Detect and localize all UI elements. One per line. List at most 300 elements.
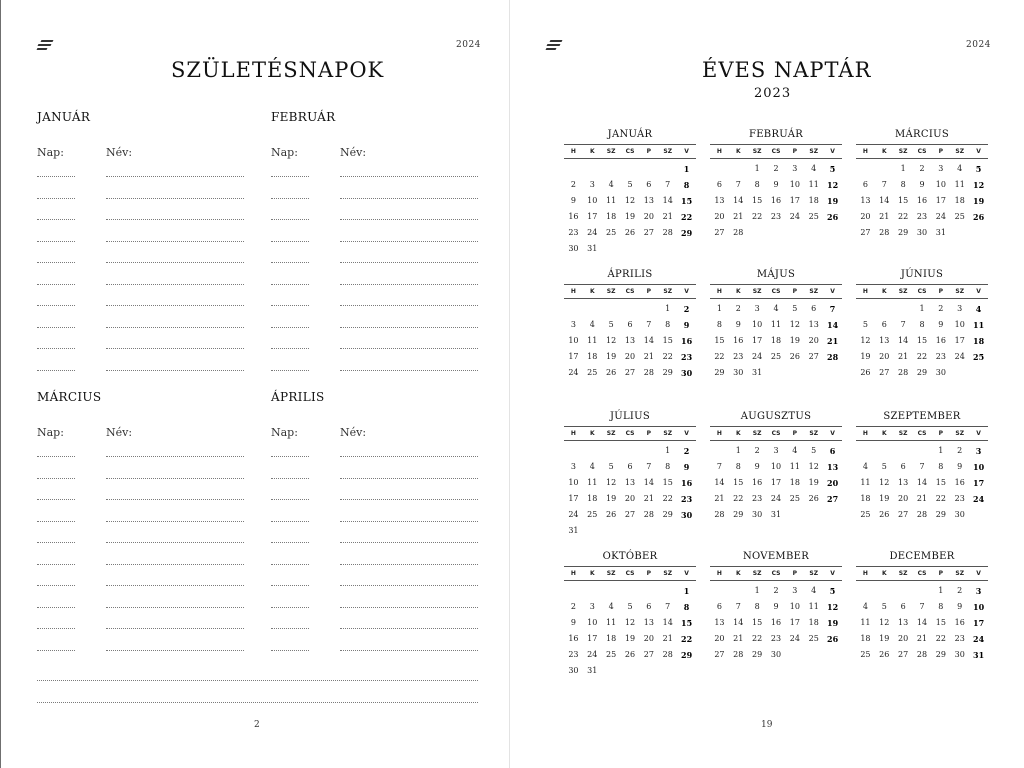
weekday-label: SZ	[809, 430, 819, 437]
day-cell: 13	[898, 478, 909, 487]
weekday-label: P	[646, 570, 652, 577]
day-cell: 23	[954, 494, 965, 503]
day-cell: 10	[935, 180, 946, 189]
day-cell: 27	[898, 650, 909, 659]
write-line	[106, 327, 244, 328]
day-cell: 22	[662, 352, 673, 361]
day-cell: 20	[714, 634, 725, 643]
day-cell: 7	[735, 180, 741, 189]
weekday-label: H	[570, 148, 576, 155]
day-cell: 17	[973, 618, 985, 628]
day-cell: 13	[827, 462, 839, 472]
day-cell: 7	[646, 320, 652, 329]
month-calendar	[856, 268, 988, 381]
day-cell: 15	[662, 336, 673, 345]
weekday-label: SZ	[898, 570, 908, 577]
weekday-label: V	[976, 148, 981, 155]
page-number: 2	[254, 720, 260, 730]
day-cell: 4	[589, 320, 595, 329]
day-cell: 30	[954, 510, 965, 519]
weekday-label: H	[862, 430, 868, 437]
day-cell: 26	[789, 352, 800, 361]
day-cell: 20	[879, 352, 890, 361]
day-cell: 23	[752, 494, 763, 503]
day-cell: 10	[587, 196, 598, 205]
day-cell: 22	[714, 352, 725, 361]
day-cell: 4	[792, 446, 798, 455]
day-cell: 6	[716, 602, 722, 611]
day-cell: 10	[770, 462, 782, 471]
write-line	[340, 262, 478, 263]
day-cell: 5	[881, 602, 887, 611]
day-cell: 28	[662, 228, 673, 237]
write-line	[37, 284, 75, 285]
day-cell: 22	[935, 634, 946, 643]
day-cell: 4	[811, 586, 817, 595]
weekday-label: P	[646, 288, 652, 295]
empty-day	[621, 583, 640, 599]
day-cell: 14	[916, 618, 928, 627]
day-cell: 7	[646, 462, 652, 471]
day-cell: 22	[752, 634, 763, 643]
day-cell: 3	[792, 586, 798, 595]
weekday-header	[564, 144, 696, 159]
write-line	[106, 478, 244, 479]
day-cell: 27	[808, 352, 819, 361]
day-cell: 20	[827, 478, 839, 488]
write-line	[37, 262, 75, 263]
day-cell: 28	[916, 510, 928, 519]
write-line	[340, 456, 478, 457]
month-calendar	[856, 128, 988, 241]
empty-day	[583, 583, 602, 599]
day-cell: 8	[938, 462, 944, 471]
day-cell: 23	[770, 212, 782, 221]
brand-logo-icon	[546, 40, 564, 52]
day-cell: 9	[773, 602, 779, 611]
weekday-label: P	[938, 148, 944, 155]
write-line	[271, 327, 309, 328]
day-cell: 6	[627, 320, 633, 329]
write-line	[106, 650, 244, 651]
weekday-label: P	[938, 430, 944, 437]
day-cell: 19	[860, 352, 871, 361]
nap-label: Nap:	[37, 146, 64, 159]
day-cell: 15	[733, 478, 744, 487]
month-name: OKTÓBER	[602, 551, 658, 562]
day-cell: 19	[879, 494, 890, 503]
day-cell: 18	[587, 494, 598, 503]
day-cell: 2	[938, 304, 944, 313]
weekday-label: P	[792, 148, 798, 155]
day-cell: 16	[733, 336, 744, 345]
weekday-label: K	[589, 148, 595, 155]
write-line	[106, 628, 244, 629]
write-line	[340, 585, 478, 586]
day-cell: 23	[733, 352, 744, 361]
day-cell: 1	[665, 446, 671, 455]
day-cell: 15	[935, 478, 946, 487]
weekday-label: H	[862, 288, 868, 295]
weekday-label: SZ	[898, 430, 908, 437]
day-cell: 29	[733, 510, 744, 519]
weekday-label: P	[938, 288, 944, 295]
day-cell: 18	[973, 336, 985, 346]
weekday-label: K	[589, 570, 595, 577]
weekday-label: K	[881, 288, 887, 295]
day-cell: 3	[975, 446, 982, 456]
write-line	[37, 241, 75, 242]
section-month-aprilis: ÁPRILIS	[271, 390, 325, 404]
day-cell: 5	[811, 446, 817, 455]
weekday-label: P	[792, 570, 798, 577]
day-cell: 27	[898, 510, 909, 519]
day-cell: 26	[860, 368, 871, 377]
weekday-label: V	[830, 570, 835, 577]
write-line	[37, 585, 75, 586]
day-cell: 26	[606, 368, 617, 377]
day-cell: 9	[957, 462, 963, 471]
day-cell: 8	[938, 602, 944, 611]
month-calendar	[856, 550, 988, 663]
weekday-label: SZ	[955, 570, 965, 577]
day-cell: 15	[916, 336, 928, 345]
write-line	[271, 564, 309, 565]
weekday-label: SZ	[752, 148, 762, 155]
weekday-label: H	[716, 288, 722, 295]
day-cell: 26	[827, 212, 839, 222]
day-cell: 8	[716, 320, 722, 329]
write-line	[37, 607, 75, 608]
section-month-januar: JANUÁR	[37, 110, 91, 124]
day-cell: 4	[862, 602, 868, 611]
empty-day	[875, 583, 894, 599]
write-line	[37, 327, 75, 328]
weekday-label: V	[830, 430, 835, 437]
day-cell: 17	[954, 336, 965, 345]
empty-day	[621, 301, 640, 317]
weekday-header	[564, 284, 696, 299]
day-cell: 30	[568, 666, 579, 675]
day-cell: 11	[954, 180, 965, 189]
day-cell: 21	[643, 494, 654, 503]
weekday-label: SZ	[809, 570, 819, 577]
day-cell: 8	[665, 462, 671, 471]
day-cell: 23	[681, 494, 693, 504]
day-cell: 19	[606, 352, 617, 361]
weekday-label: SZ	[752, 430, 762, 437]
weekday-label: SZ	[809, 288, 819, 295]
day-cell: 2	[773, 164, 779, 173]
write-line	[106, 219, 244, 220]
weekday-label: H	[862, 570, 868, 577]
month-calendar	[564, 410, 696, 539]
day-cell: 16	[954, 618, 965, 627]
day-grid	[856, 161, 988, 241]
day-cell: 7	[919, 602, 925, 611]
write-line-wide	[37, 702, 478, 703]
day-cell: 28	[916, 650, 928, 659]
weekday-label: SZ	[955, 430, 965, 437]
day-cell: 11	[606, 196, 617, 205]
day-cell: 12	[606, 336, 617, 345]
day-cell: 1	[754, 164, 760, 173]
write-line	[271, 284, 309, 285]
day-cell: 25	[808, 634, 819, 643]
day-cell: 9	[957, 602, 963, 611]
day-cell: 25	[860, 650, 871, 659]
day-cell: 20	[808, 336, 819, 345]
month-name: DECEMBER	[889, 551, 955, 562]
day-cell: 15	[752, 618, 763, 627]
write-line	[340, 607, 478, 608]
write-line	[271, 348, 309, 349]
day-cell: 31	[587, 244, 598, 253]
day-cell: 26	[624, 228, 636, 237]
weekday-label: CS	[625, 148, 635, 155]
weekday-label: V	[976, 288, 981, 295]
day-cell: 24	[973, 494, 985, 504]
day-cell: 21	[916, 494, 928, 503]
write-line	[340, 176, 478, 177]
day-cell: 13	[624, 336, 636, 345]
weekday-label: CS	[625, 288, 635, 295]
nap-label: Nap:	[271, 426, 298, 439]
day-cell: 3	[975, 586, 982, 596]
empty-day	[564, 161, 583, 177]
day-cell: 30	[681, 510, 693, 520]
day-cell: 5	[627, 602, 633, 611]
write-line	[106, 564, 244, 565]
day-cell: 18	[606, 212, 617, 221]
day-cell: 13	[714, 196, 725, 205]
write-line	[106, 284, 244, 285]
weekday-label: CS	[917, 570, 927, 577]
write-line	[340, 241, 478, 242]
write-line	[271, 499, 309, 500]
day-cell: 22	[752, 212, 763, 221]
day-cell: 2	[570, 180, 576, 189]
day-cell: 2	[957, 586, 963, 595]
weekday-header	[856, 426, 988, 441]
day-cell: 10	[587, 618, 598, 627]
day-cell: 6	[627, 462, 633, 471]
day-cell: 29	[662, 510, 673, 519]
weekday-label: CS	[625, 570, 635, 577]
day-cell: 17	[770, 478, 782, 487]
day-cell: 31	[568, 526, 579, 535]
write-line	[37, 198, 75, 199]
day-grid	[856, 443, 988, 523]
day-cell: 28	[733, 228, 744, 237]
day-cell: 19	[624, 634, 636, 643]
write-line	[271, 176, 309, 177]
month-name: NOVEMBER	[742, 551, 810, 562]
weekday-header	[856, 284, 988, 299]
weekday-label: K	[735, 288, 741, 295]
day-cell: 3	[589, 602, 595, 611]
write-line	[271, 456, 309, 457]
write-line	[37, 176, 75, 177]
write-line	[106, 585, 244, 586]
section-month-marcius: MÁRCIUS	[37, 390, 102, 404]
day-cell: 15	[752, 196, 763, 205]
day-cell: 25	[860, 510, 871, 519]
day-cell: 1	[683, 164, 690, 174]
write-line	[340, 564, 478, 565]
write-line	[37, 542, 75, 543]
day-cell: 11	[587, 336, 598, 345]
empty-day	[658, 583, 677, 599]
empty-day	[602, 161, 621, 177]
day-cell: 16	[568, 212, 579, 221]
day-cell: 14	[643, 478, 654, 487]
empty-day	[856, 161, 875, 177]
write-line	[271, 650, 309, 651]
day-cell: 19	[827, 618, 839, 628]
day-cell: 29	[681, 650, 693, 660]
write-line	[37, 564, 75, 565]
empty-day	[583, 443, 602, 459]
day-cell: 23	[568, 228, 579, 237]
empty-day	[894, 301, 913, 317]
brand-logo-icon	[37, 40, 55, 52]
day-cell: 24	[789, 634, 800, 643]
day-cell: 25	[808, 212, 819, 221]
day-cell: 12	[827, 180, 839, 190]
day-cell: 28	[898, 368, 909, 377]
nev-label: Név:	[340, 146, 367, 159]
weekday-header	[564, 566, 696, 581]
day-cell: 1	[735, 446, 741, 455]
day-cell: 4	[862, 462, 868, 471]
weekday-label: K	[589, 288, 595, 295]
empty-day	[856, 443, 875, 459]
day-cell: 25	[606, 650, 617, 659]
empty-day	[894, 583, 913, 599]
empty-day	[564, 443, 583, 459]
weekday-label: V	[830, 288, 835, 295]
day-cell: 14	[643, 336, 654, 345]
day-cell: 30	[954, 650, 965, 659]
day-cell: 21	[733, 212, 744, 221]
day-cell: 21	[662, 634, 673, 643]
day-grid	[564, 161, 696, 257]
write-line	[340, 628, 478, 629]
weekday-label: V	[684, 430, 689, 437]
day-cell: 16	[752, 478, 763, 487]
nap-label: Nap:	[37, 426, 64, 439]
weekday-label: P	[646, 430, 652, 437]
day-cell: 21	[714, 494, 725, 503]
day-cell: 26	[808, 494, 819, 503]
day-cell: 4	[608, 180, 614, 189]
write-line	[106, 348, 244, 349]
day-cell: 29	[681, 228, 693, 238]
day-cell: 4	[811, 164, 817, 173]
day-cell: 4	[608, 602, 614, 611]
write-line	[340, 478, 478, 479]
weekday-label: H	[862, 148, 868, 155]
weekday-label: H	[570, 570, 576, 577]
write-line	[271, 198, 309, 199]
day-cell: 30	[770, 650, 782, 659]
day-cell: 2	[773, 586, 779, 595]
weekday-label: H	[716, 570, 722, 577]
section-month-februar: FEBRUÁR	[271, 110, 336, 124]
day-cell: 5	[608, 462, 614, 471]
weekday-header	[856, 144, 988, 159]
day-cell: 27	[860, 228, 871, 237]
write-line	[106, 176, 244, 177]
day-cell: 12	[624, 196, 636, 205]
empty-day	[621, 443, 640, 459]
weekday-label: H	[570, 430, 576, 437]
write-line	[271, 628, 309, 629]
empty-day	[913, 443, 932, 459]
day-grid	[710, 301, 842, 381]
day-cell: 17	[973, 478, 985, 488]
day-cell: 2	[683, 304, 690, 314]
day-cell: 11	[808, 602, 819, 611]
empty-day	[875, 443, 894, 459]
day-cell: 24	[954, 352, 965, 361]
weekday-label: SZ	[752, 288, 762, 295]
day-cell: 13	[714, 618, 725, 627]
write-line	[37, 478, 75, 479]
day-cell: 23	[916, 212, 928, 221]
day-cell: 6	[900, 462, 906, 471]
day-cell: 13	[643, 618, 654, 627]
empty-day	[639, 583, 658, 599]
day-cell: 5	[829, 164, 836, 174]
day-cell: 19	[808, 478, 819, 487]
day-cell: 6	[900, 602, 906, 611]
month-calendar	[564, 550, 696, 679]
day-cell: 8	[683, 602, 690, 612]
day-cell: 13	[624, 478, 636, 487]
empty-day	[564, 301, 583, 317]
day-cell: 5	[627, 180, 633, 189]
day-cell: 16	[770, 196, 782, 205]
weekday-label: H	[570, 288, 576, 295]
day-cell: 20	[860, 212, 871, 221]
weekday-label: SZ	[752, 570, 762, 577]
weekday-label: V	[684, 288, 689, 295]
empty-day	[602, 443, 621, 459]
day-cell: 25	[587, 368, 598, 377]
day-cell: 28	[662, 650, 673, 659]
day-cell: 22	[681, 212, 693, 222]
nev-label: Név:	[340, 426, 367, 439]
day-cell: 31	[935, 228, 946, 237]
day-cell: 29	[898, 228, 909, 237]
write-line	[37, 305, 75, 306]
day-cell: 10	[752, 320, 763, 329]
write-line	[340, 542, 478, 543]
day-cell: 16	[681, 478, 693, 488]
weekday-label: K	[735, 570, 741, 577]
weekday-label: SZ	[663, 288, 673, 295]
day-cell: 12	[973, 180, 985, 190]
day-cell: 3	[957, 304, 963, 313]
day-cell: 5	[881, 462, 887, 471]
weekday-label: SZ	[955, 148, 965, 155]
day-cell: 24	[973, 634, 985, 644]
day-cell: 27	[643, 650, 654, 659]
day-cell: 4	[773, 304, 779, 313]
empty-day	[894, 443, 913, 459]
